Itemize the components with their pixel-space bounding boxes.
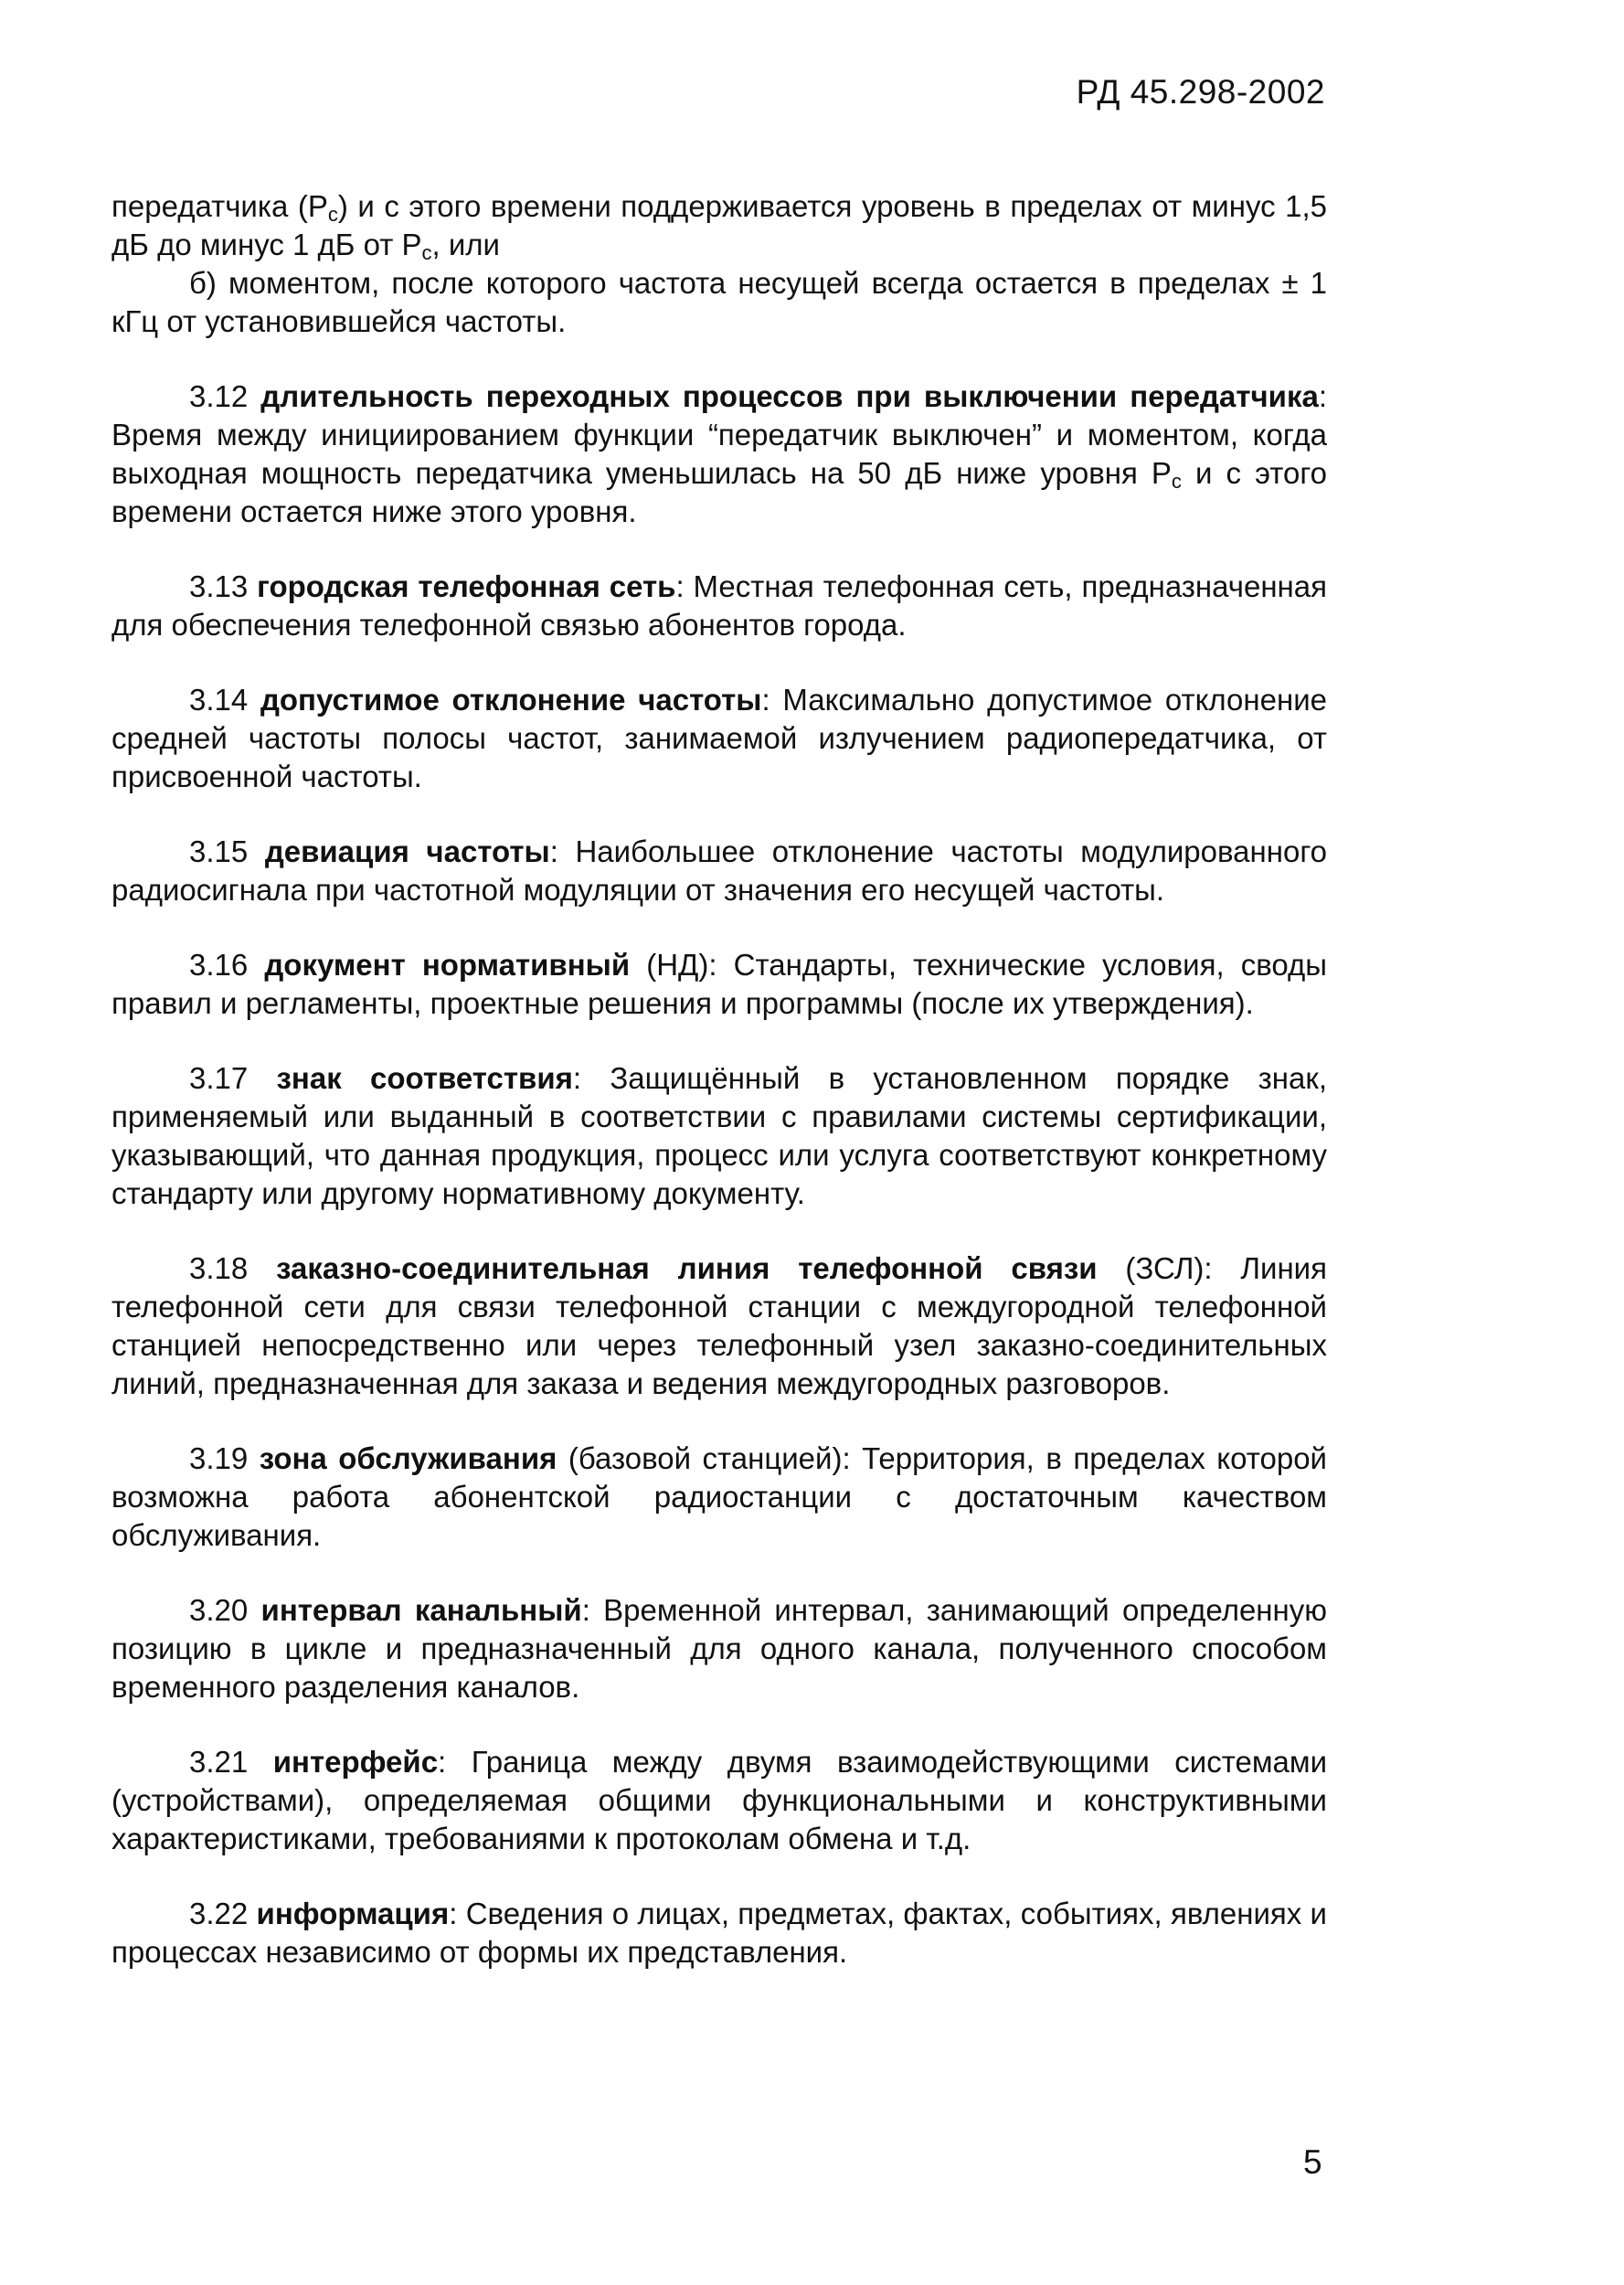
definition-term: документ нормативный bbox=[264, 948, 631, 982]
definition-text: Территория, в пределах которой возможна работа абонентской радиостанции с достаточным качеством обслуживания. bbox=[111, 1441, 1327, 1552]
definition-number: 3.22 bbox=[189, 1897, 249, 1930]
definition-text: Время между инициированием функции “передатчик выключен” и моментом, когда выходная мощность передатчика уменьшилась на 50 дБ ниже уровня Р bbox=[111, 418, 1327, 490]
intro-text-3: , или bbox=[431, 228, 500, 261]
definition-number: 3.18 bbox=[189, 1251, 249, 1285]
definition-number: 3.21 bbox=[189, 1745, 249, 1779]
definition-3-17 bbox=[111, 1059, 1327, 1213]
definition-text: Временной интервал, занимающий определенную позицию в цикле и предназначенный для одного канала, полученного способом временного разделения каналов. bbox=[111, 1593, 1328, 1704]
definition-text: Стандарты, технические условия, своды правил и регламенты, проектные решения и программы (после их утверждения). bbox=[111, 948, 1328, 1020]
intro-item-b: б) моментом, после которого частота несущей всегда остается в пределах ± 1 кГц от установившейся частоты. bbox=[111, 266, 1327, 338]
definition-separator: : bbox=[581, 1593, 590, 1627]
definition-text-after: и с этого времени остается ниже этого уровня. bbox=[111, 456, 1327, 528]
definition-number: 3.20 bbox=[189, 1593, 249, 1627]
subscript: с bbox=[421, 241, 432, 264]
intro-paragraph bbox=[111, 187, 1327, 264]
definition-text: Линия телефонной сети для связи телефонной станции с междугородной телефонной станцией непосредственно или через телефонный узел заказно-соединительных линий, предназначенная для заказа и ведения междугородных разговоров. bbox=[111, 1251, 1327, 1400]
definition-text: Местная телефонная сеть, предназначенная для обеспечения телефонной связью абонентов города. bbox=[111, 569, 1327, 642]
definition-term: интервал канальный bbox=[260, 1593, 582, 1627]
definition-term: городская телефонная сеть bbox=[257, 569, 676, 603]
definition-3-20 bbox=[111, 1591, 1327, 1706]
definition-term: заказно-соединительная линия телефонной связи bbox=[276, 1251, 1098, 1285]
definition-3-15 bbox=[111, 833, 1327, 909]
definition-number: 3.12 bbox=[189, 379, 249, 413]
definition-term: знак соответствия bbox=[276, 1061, 573, 1095]
definition-term: интерфейс bbox=[272, 1745, 439, 1779]
definition-term: зона обслуживания bbox=[259, 1441, 557, 1475]
intro-text-2: ) и с этого времени поддерживается уровень в пределах от минус 1,5 дБ до минус 1 дБ от Р bbox=[111, 189, 1327, 261]
definition-number: 3.15 bbox=[189, 834, 249, 868]
document-body bbox=[111, 187, 1327, 1971]
definition-number: 3.14 bbox=[189, 683, 249, 717]
definition-number: 3.19 bbox=[189, 1441, 249, 1475]
subscript: с bbox=[1171, 470, 1182, 493]
document-id-header: РД 45.298-2002 bbox=[1076, 73, 1325, 111]
definition-3-22 bbox=[111, 1895, 1327, 1971]
definition-3-13 bbox=[111, 568, 1327, 644]
definition-separator: (НД): bbox=[630, 948, 717, 982]
definition-separator: : bbox=[761, 683, 770, 717]
definition-term: информация bbox=[256, 1897, 450, 1930]
definition-text: Наибольшее отклонение частоты модулированного радиосигнала при частотной модуляции от значения его несущей частоты. bbox=[111, 834, 1327, 907]
definition-separator: : bbox=[572, 1061, 582, 1095]
definition-3-14 bbox=[111, 681, 1327, 796]
definition-term: длительность переходных процессов при выключении передатчика bbox=[260, 379, 1319, 413]
definition-text: Максимально допустимое отклонение средней частоты полосы частот, занимаемой излучением радиопередатчика, от присвоенной частоты. bbox=[111, 683, 1327, 793]
definition-number: 3.17 bbox=[189, 1061, 249, 1095]
definition-separator: : bbox=[438, 1745, 447, 1779]
definition-separator: (ЗСЛ): bbox=[1097, 1251, 1213, 1285]
definition-text: Защищённый в установленном порядке знак, применяемый или выданный в соответствии с правилами системы сертификации, указывающий, что данная продукция, процесс или услуга соответствуют конкретному стандарту или другому нормативному документу. bbox=[111, 1061, 1327, 1210]
definition-number: 3.13 bbox=[189, 569, 249, 603]
definition-separator: (базовой станцией): bbox=[557, 1441, 851, 1475]
definition-separator: : bbox=[675, 569, 685, 603]
definition-term: девиация частоты bbox=[264, 834, 550, 868]
definition-3-16 bbox=[111, 946, 1327, 1023]
intro-text-1: передатчика (Р bbox=[111, 189, 328, 223]
definition-separator: : bbox=[449, 1897, 458, 1930]
definition-separator: : bbox=[549, 834, 558, 868]
definition-3-19 bbox=[111, 1440, 1327, 1555]
definition-term: допустимое отклонение частоты bbox=[260, 683, 762, 717]
definition-3-21 bbox=[111, 1743, 1327, 1858]
definition-separator: : bbox=[1318, 379, 1328, 413]
definition-text: Сведения о лицах, предметах, фактах, событиях, явлениях и процессах независимо от формы их представления. bbox=[111, 1897, 1327, 1969]
definition-3-12 bbox=[111, 377, 1327, 531]
definition-number: 3.16 bbox=[189, 948, 249, 982]
subscript: с bbox=[327, 203, 338, 226]
page-number: 5 bbox=[1303, 2143, 1322, 2181]
definition-3-18 bbox=[111, 1249, 1327, 1403]
definition-text: Граница между двумя взаимодействующими системами (устройствами), определяемая общими функциональными и конструктивными характеристиками, требованиями к протоколам обмена и т.д. bbox=[111, 1745, 1327, 1855]
